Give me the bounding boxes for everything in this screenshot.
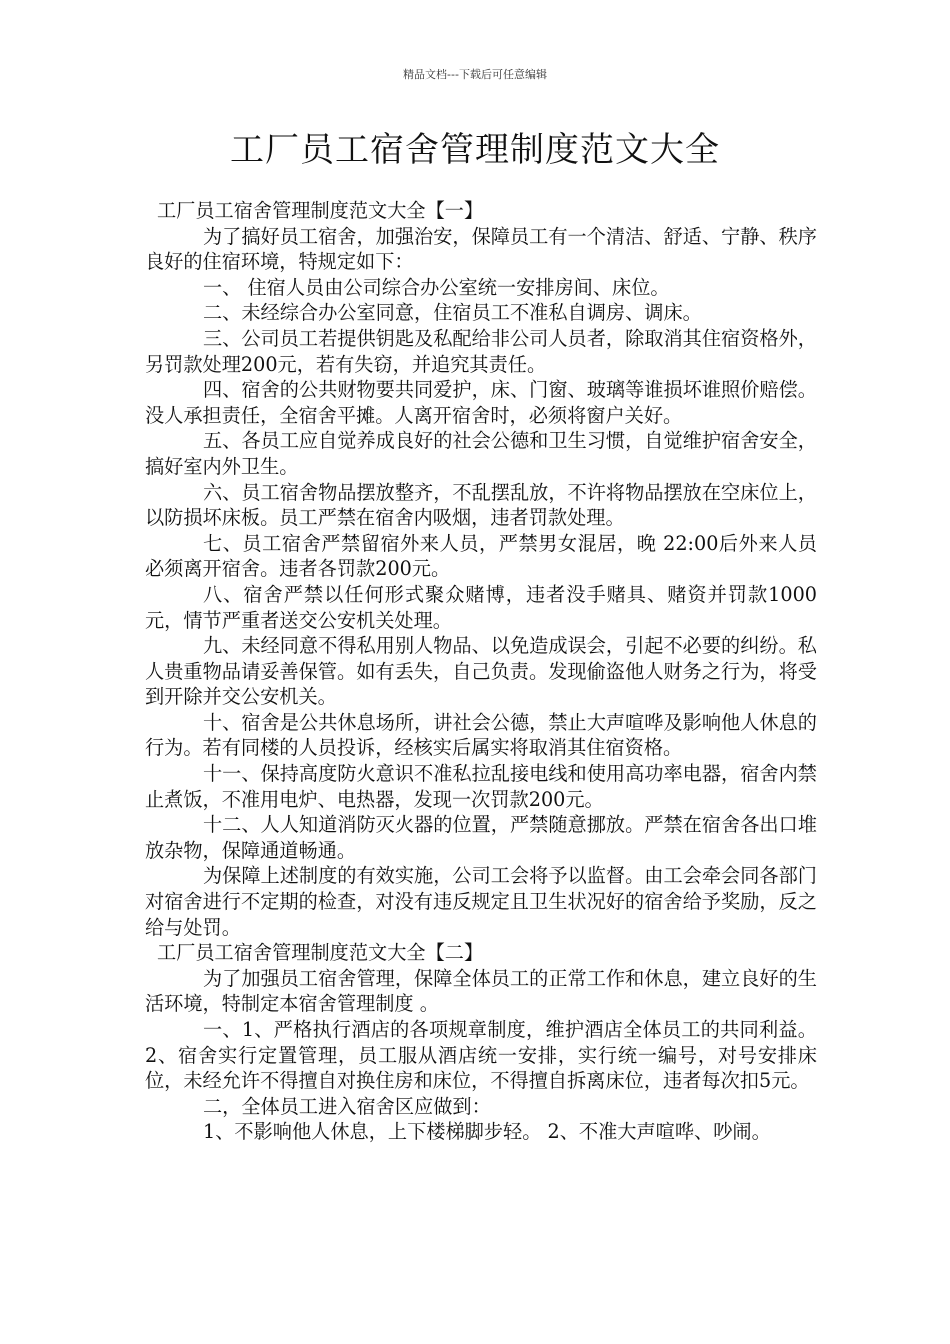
rule-5: 五、各员工应自觉养成良好的社会公德和卫生习惯，自觉维护宿舍安全，搞好室内外卫生。: [145, 429, 817, 478]
section-2-item-1: 一、1、严格执行酒店的各项规章制度，维护酒店全体员工的共同利益。2、宿舍实行定置管理，员工服从酒店统一安排，实行统一编号，对号安排床位，未经允许不得擅自对换住房和床位，不得擅自拆离床位，违者每次扣5元。: [145, 1018, 817, 1093]
section-2-item-2: 二，全体员工进入宿舍区应做到：: [203, 1094, 491, 1118]
document-body: [145, 198, 817, 1145]
rule-4: 四、宿舍的公共财物要共同爱护，床、门窗、玻璃等谁损坏谁照价赔偿。没人承担责任，全宿舍平摊。人离开宿舍时，必须将窗户关好。: [145, 378, 817, 427]
section-2-item-2-detail: 1、不影响他人休息，上下楼梯脚步轻。 2、不准大声喧哗、吵闹。: [203, 1120, 771, 1144]
section-heading-1: 工厂员工宿舍管理制度范文大全【一】: [157, 199, 484, 222]
rule-9: 九、未经同意不得私用别人物品、以免造成误会，引起不必要的纠纷。私人贵重物品请妥善保管。如有丢失，自己负责。发现偷盗他人财务之行为，将受到开除并交公安机关。: [145, 634, 817, 709]
rule-12: 十二、人人知道消防灭火器的位置，严禁随意挪放。严禁在宿舍各出口堆放杂物，保障通道畅通。: [145, 813, 817, 862]
rule-8: 八、宿舍严禁以任何形式聚众赌博，违者没手赌具、赌资并罚款1000元，情节严重者送交公安机关处理。: [145, 582, 817, 632]
header-note: 精品文档---下载后可任意编辑: [403, 68, 547, 81]
section-heading-2: 工厂员工宿舍管理制度范文大全【二】: [157, 941, 484, 965]
rule-11: 十一、保持高度防火意识不准私拉乱接电线和使用高功率电器，宿舍内禁止煮饭，不准用电炉、电热器，发现一次罚款200元。: [145, 762, 817, 811]
rule-3: 三、公司员工若提供钥匙及私配给非公司人员者，除取消其住宿资格外，另罚款处理200元，若有失窃，并追究其责任。: [145, 326, 817, 376]
intro-paragraph-1: 为了搞好员工宿舍，加强治安，保障员工有一个清洁、舒适、宁静、秩序良好的住宿环境，特规定如下：: [145, 224, 817, 274]
rule-1: 一、 住宿人员由公司综合办公室统一安排房间、床位。: [203, 275, 670, 299]
rule-7: 七、员工宿舍严禁留宿外来人员，严禁男女混居，晚 22:00后外来人员必须离开宿舍。违者各罚款200元。: [145, 531, 817, 581]
document-title: 工厂员工宿舍管理制度范文大全: [230, 130, 720, 170]
rule-2: 二、未经综合办公室同意，住宿员工不准私自调房、调床。: [203, 301, 702, 325]
intro-paragraph-2: 为了加强员工宿舍管理，保障全体员工的正常工作和休息，建立良好的生活环境，特制定本宿舍管理制度 。: [145, 966, 817, 1016]
closing-paragraph-1: 为保障上述制度的有效实施，公司工会将予以监督。由工会牵会同各部门对宿舍进行不定期的检查，对没有违反规定且卫生状况好的宿舍给予奖励，反之给与处罚。: [145, 864, 817, 939]
rule-10: 十、宿舍是公共休息场所，讲社会公德，禁止大声喧哗及影响他人休息的行为。若有同楼的人员投诉，经核实后属实将取消其住宿资格。: [145, 710, 817, 760]
rule-6: 六、员工宿舍物品摆放整齐，不乱摆乱放，不许将物品摆放在空床位上，以防损坏床板。员工严禁在宿舍内吸烟，违者罚款处理。: [145, 480, 817, 530]
